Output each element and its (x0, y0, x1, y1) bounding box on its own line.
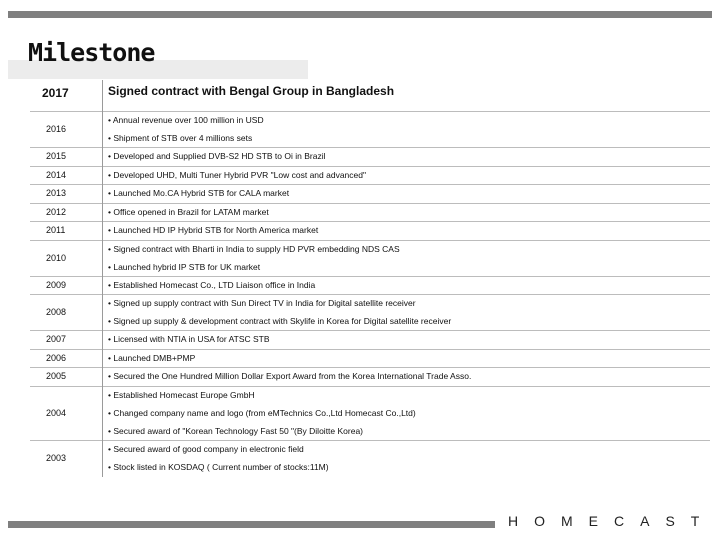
milestone-item: • Shipment of STB over 4 millions sets (108, 133, 253, 143)
milestone-row (30, 441, 710, 477)
header-text: Signed contract with Bengal Group in Bangladesh (108, 84, 395, 98)
milestone-row (30, 241, 710, 277)
milestone-row (30, 331, 710, 350)
milestone-year: 2008 (46, 307, 67, 317)
column-divider (102, 80, 103, 477)
milestone-item: • Signed up supply & development contract with Skylife in Korea for Digital satellite receiver (108, 316, 452, 326)
bottom-divider-bar (8, 521, 495, 528)
milestone-year: 2003 (46, 452, 67, 463)
milestone-year: 2012 (46, 206, 67, 217)
milestone-row (30, 185, 710, 204)
milestone-row (30, 148, 710, 167)
milestone-item: • Developed and Supplied DVB-S2 HD STB to Oi in Brazil (108, 151, 326, 162)
milestone-year: 2004 (46, 407, 67, 418)
milestone-item: • Secured award of "Korean Technology Fast 50 "(By Diloitte Korea) (108, 425, 364, 436)
milestone-header-row (30, 80, 710, 108)
milestone-year: 2014 (46, 169, 67, 180)
milestone-year: 2011 (46, 225, 66, 236)
milestone-item: • Developed UHD, Multi Tuner Hybrid PVR "Low cost and advanced" (108, 169, 366, 180)
milestone-row (30, 204, 710, 223)
milestone-item: • Launched Mo.CA Hybrid STB for CALA market (108, 188, 290, 199)
milestone-item: • Licensed with NTIA in USA for ATSC STB (108, 334, 270, 345)
milestone-year: 2016 (46, 124, 67, 134)
milestone-item: • Signed up supply contract with Sun Direct TV in India for Digital satellite receiver (108, 298, 416, 308)
milestone-item: • Signed contract with Bharti in India to supply HD PVR embedding NDS CAS (108, 243, 400, 254)
brand-logo-text: HOMECAST (508, 513, 716, 529)
milestone-item: • Established Homecast Co., LTD Liaison office in India (108, 279, 316, 290)
milestone-year: 2015 (46, 151, 67, 162)
milestone-row (30, 368, 710, 387)
milestone-row (30, 387, 710, 441)
milestone-row (30, 222, 710, 241)
milestone-year: 2009 (46, 279, 67, 290)
milestone-row (30, 112, 710, 148)
milestone-item: • Office opened in Brazil for LATAM market (108, 206, 269, 217)
milestone-row (30, 167, 710, 186)
milestone-item: • Changed company name and logo (from eMTechnics Co.,Ltd Homecast Co.,Ltd) (108, 407, 416, 418)
milestone-year: 2006 (46, 352, 67, 363)
milestone-year: 2005 (46, 371, 67, 382)
milestone-item: • Established Homecast Europe GmbH (108, 389, 255, 400)
milestone-row (30, 350, 710, 369)
top-divider-bar (8, 11, 712, 18)
milestone-year: 2013 (46, 188, 67, 199)
milestone-item: • Launched HD IP Hybrid STB for North America market (108, 225, 319, 236)
milestone-row (30, 277, 710, 296)
milestone-item: • Launched hybrid IP STB for UK market (108, 261, 261, 272)
page-title: Milestone (28, 38, 155, 67)
milestone-item: • Secured award of good company in electronic field (108, 443, 304, 454)
milestone-year: 2010 (46, 252, 67, 263)
milestone-item: • Annual revenue over 100 million in USD (108, 115, 264, 125)
milestone-item: • Launched DMB+PMP (108, 352, 196, 363)
header-year: 2017 (42, 86, 69, 100)
milestone-item: • Stock listed in KOSDAQ ( Current number of stocks:11M) (108, 461, 329, 472)
milestone-row (30, 295, 710, 331)
milestone-item: • Secured the One Hundred Million Dollar Export Award from the Korea International Trade Asso. (108, 371, 472, 382)
milestone-year: 2007 (46, 334, 67, 345)
